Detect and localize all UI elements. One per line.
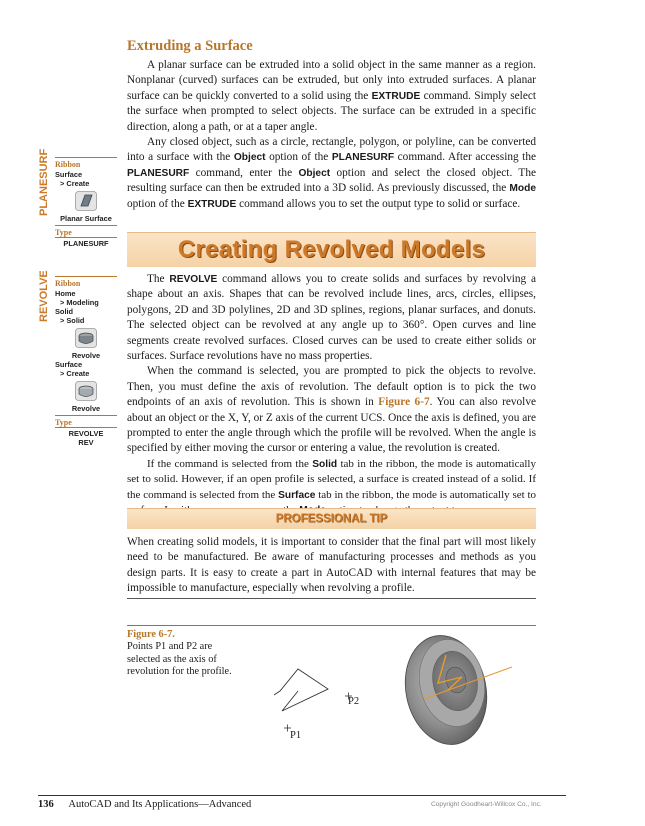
planesurf-command-box	[55, 157, 117, 248]
copyright-notice: Copyright Goodheart-Willcox Co., Inc.	[431, 801, 542, 808]
section-title-revolved: Creating Revolved Models	[177, 236, 486, 263]
revolve-command-box	[55, 276, 117, 447]
revolve-surface-icon	[55, 381, 117, 403]
revolve-button-label: Revolve	[71, 351, 101, 360]
ribbon-path-panel: > Create	[60, 369, 90, 378]
ribbon-heading: Ribbon	[55, 157, 117, 169]
paragraph-extrude-2: Any closed object, such as a circle, rectangle, polygon, or polyline, can be converted into a surface with the Object option of the PLANESURF command. After accessing the PLANESURF command, enter the Object option and select the closed object. The resulting surface can then be extruded into a 3D solid. As previously discussed, the Mode option of the EXTRUDE command allows you to set the output type to solid or surface.	[127, 136, 536, 210]
book-title: AutoCAD and Its Applications—Advanced	[68, 799, 252, 810]
ribbon-path-tab: Solid	[55, 307, 74, 316]
ribbon-path-panel: > Create	[60, 179, 90, 188]
ribbon-heading: Ribbon	[55, 276, 117, 288]
section1-body	[127, 58, 536, 212]
ribbon-path-panel: > Solid	[60, 316, 85, 325]
professional-tip-text: When creating solid models, it is important to consider that the final part will most likely need to be manufactured. Be aware of manufacturing processes and methods as you design parts. It is easy to create a part in AutoCAD with internal features that may be impossible to manufacture, especially when revolving a profile.	[127, 536, 536, 595]
revolved-part-render	[395, 628, 512, 752]
section-heading-extruding: Extruding a Surface	[127, 38, 253, 54]
figure-number: Figure 6-7.	[127, 629, 175, 640]
section2-body	[127, 272, 536, 519]
page-footer	[38, 799, 251, 810]
paragraph-extrude-1: A planar surface can be extruded into a solid object in the same manner as a region. Nonplanar (curved) surfaces can be extruded, but only into extruded surfaces. A planar surface can be quickly converted to a solid using the EXTRUDE command. Simply select the surface when prompted to select objects. The surface can be extruded in a specific direction, along a path, or at a taper angle.	[127, 59, 536, 133]
typed-command-planesurf: PLANESURF	[55, 237, 117, 248]
section-title-bar	[127, 232, 536, 267]
planesurf-vertical-label: PLANESURF	[38, 148, 50, 216]
typed-command-rev: REV	[78, 438, 94, 447]
p1-label: P1	[290, 730, 302, 741]
figure-caption	[127, 629, 239, 679]
professional-tip-title: PROFESSIONAL TIP	[275, 513, 388, 525]
revolve-solid-icon	[55, 328, 117, 350]
ribbon-path-tab: Home	[55, 289, 76, 298]
professional-tip-bar	[127, 508, 536, 529]
professional-tip-body	[127, 535, 536, 597]
profile-shape	[274, 669, 328, 711]
p2-label: P2	[348, 696, 360, 707]
revolve-button-label: Revolve	[71, 404, 101, 413]
type-heading: Type	[55, 225, 117, 237]
planar-surface-icon	[55, 191, 117, 213]
typed-command-revolve: REVOLVE	[55, 427, 117, 438]
tip-bottom-rule	[127, 598, 536, 599]
footer-rule	[38, 795, 566, 796]
type-heading: Type	[55, 415, 117, 427]
paragraph-revolve-2: When the command is selected, you are prompted to pick the objects to revolve. Then, you must define the axis of revolution. The default option is to pick the two endpoints of an axis of revolution. This is shown in Figure 6-7. You can also revolve about an object or the X, Y, or Z axis of the current UCS. Once the axis is defined, you are prompted to enter the angle through which the profile will be revolved. When the angle is specified by either moving the cursor or entering a value, the revolution is created.	[127, 365, 536, 455]
revolve-vertical-label: REVOLVE	[38, 270, 50, 322]
planar-surface-button-label: Planar Surface	[60, 214, 112, 223]
ribbon-path-panel: > Modeling	[60, 298, 99, 307]
paragraph-revolve-1: The REVOLVE command allows you to create solids and surfaces by revolving a shape about an axis. Shapes that can be revolved include lines, arcs, circles, ellipses, polygons, 2D and 3D polylines, 2D and 3D splines, regions, planar surfaces, and donuts. The selected object can be revolved at any angle up to 360°. Open curves and line segments create revolved surfaces. Closed curves can be used to create either solids or surfaces. Surface revolutions have no mass properties.	[127, 273, 536, 363]
ribbon-path-tab: Surface	[55, 360, 83, 369]
figure-caption-text: Points P1 and P2 are selected as the axis of revolution for the profile.	[127, 641, 232, 678]
paragraph-revolve-3: If the command is selected from the Solid tab in the ribbon, the mode is automatically set to solid. However, if an open profile is selected, a surface is created instead of a solid. If the command is selected from the Surface tab in the ribbon, the mode is automatically set to	[127, 457, 536, 501]
ribbon-path-tab: Surface	[55, 170, 83, 179]
page-number: 136	[38, 799, 54, 810]
